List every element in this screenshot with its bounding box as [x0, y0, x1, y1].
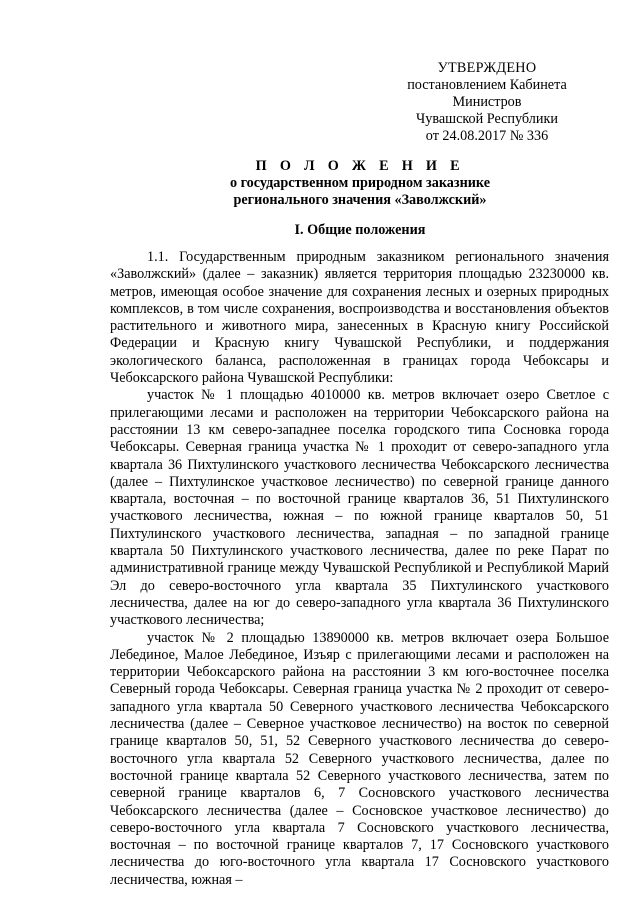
approval-line: постановлением Кабинета Министров [407, 77, 567, 110]
document-body [110, 249, 609, 889]
approval-line: Чувашской Республики [416, 111, 558, 127]
document-title [100, 158, 620, 209]
title-subtitle: о государственном природном заказнике [229, 175, 491, 191]
approval-heading: УТВЕРЖДЕНО [437, 60, 537, 76]
title-subtitle: регионального значения «Заволжский» [233, 192, 487, 208]
title-main: П О Л О Ж Е Н И Е [255, 158, 465, 174]
paragraph: участок № 1 площадью 4010000 кв. метров включает озеро Светлое с прилегающими лесами и расположен на территории Чебоксарского района на расстоянии 13 км северо-западнее поселка городского типа Сосновка города Чебоксары. Северная граница участка № 1 проходит от северо-западного угла квартала 36 Пихтулинского участкового лесничества Чебоксарского лесничества (далее – Пихтулинское участковое лесничество) по северной границе данного квартала, восточная – по восточной границе кварталов 36, 51 Пихтулинского участкового лесничества, южная – по южной границе кварталов 50, 51 Пихтулинского участкового лесничества, западная – по западной границе квартала 50 Пихтулинского участкового лесничества, далее по реке Парат по административной границе между Чувашской Республикой и Республикой Марий Эл до северо-восточного угла квартала 35 Пихтулинского участкового лесничества, далее на юг до северо-западного угла квартала 36 Пихтулинского участкового лесничества; [110, 387, 609, 629]
section-heading: I. Общие положения [294, 222, 426, 238]
paragraph: участок № 2 площадью 13890000 кв. метров включает озера Большое Лебединое, Малое Лебединое, Изъяр с прилегающими лесами и расположен на территории Чебоксарского района на расстоянии 3 км юго-восточнее поселка Северный города Чебоксары. Северная граница участка № 2 проходит от северо-западного угла квартала 50 Северного участкового лесничества Чебоксарского лесничества (далее – Северное участковое лесничество) на восток по северной границе кварталов 50, 51, 52 Северного участкового лесничества до северо-восточного угла квартала 52 Северного участкового лесничества, далее по восточной границе квартала 52 Северного участкового лесничества, затем по северной границе кварталов 6, 7 Сосновского участкового лесничества Чебоксарского лесничества (далее – Сосновское участковое лесничество) до северо-восточного угла квартала 7 Сосновского участкового лесничества, восточная – по восточной границе кварталов 7, 17 Сосновского участкового лесничества до юго-восточного угла квартала 17 Сосновского участкового лесничества, южная – [110, 629, 609, 888]
approval-date-line: от 24.08.2017 № 336 [425, 128, 549, 144]
paragraph: 1.1. Государственным природным заказником регионального значения «Заволжский» (далее – заказник) является территория площадью 23230000 кв. метров, имеющая особое значение для сохранения лесных и озерных природных комплексов, в том числе сохранения, воспроизводства и восстановления объектов растительного и животного мира, занесенных в Красную книгу Российской Федерации и Красную книгу Чувашской Республики, и поддержания экологического баланса, расположенная в границах города Чебоксары и Чебоксарского района Чувашской Республики: [110, 249, 609, 387]
approval-stamp [372, 60, 602, 145]
